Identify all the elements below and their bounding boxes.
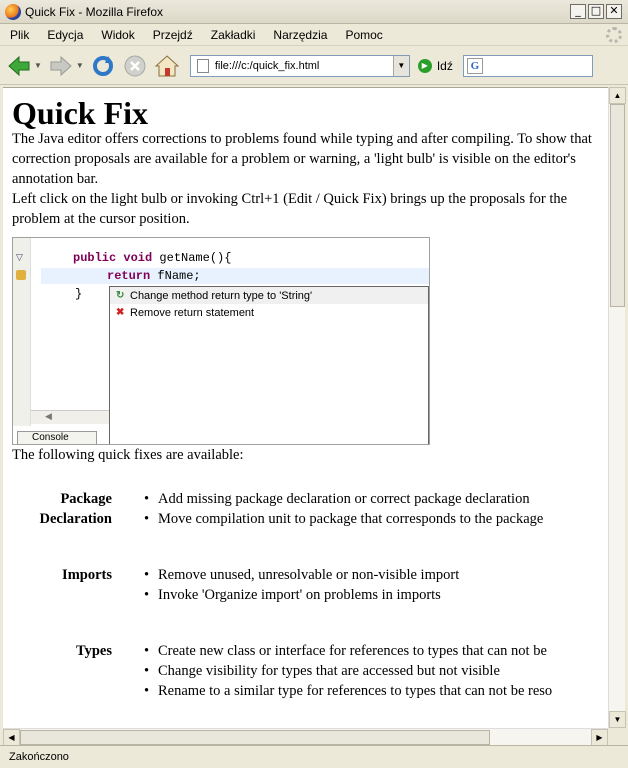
quick-fix-popup [109, 286, 429, 445]
menu-file[interactable]: Plik [10, 27, 30, 42]
reload-icon [91, 54, 115, 78]
back-dropdown-icon[interactable]: ▼ [34, 61, 42, 70]
fix-row-package [12, 489, 608, 529]
horizontal-scrollbar[interactable] [3, 728, 608, 745]
collapse-icon: ▽ [16, 252, 23, 262]
home-button[interactable] [154, 53, 180, 79]
search-bar[interactable] [463, 55, 593, 77]
back-button[interactable] [6, 53, 32, 79]
status-bar [0, 745, 628, 768]
fix-category: Imports [62, 567, 112, 583]
code-line-3: } [75, 287, 83, 301]
intro-paragraph-1: The Java editor offers corrections to problems found while typing and after compiling. To show that correction proposals are available for a problem or warning, a 'light bulb' is visible on the editor's annotation bar. [12, 131, 592, 187]
scroll-left-icon[interactable]: ◀ [3, 729, 20, 746]
menu-edit[interactable]: Edycja [47, 27, 84, 42]
fix-category: Types [76, 643, 112, 659]
fix-list [142, 489, 543, 529]
title-bar [0, 0, 628, 24]
change-icon: ↻ [116, 290, 125, 301]
go-button[interactable] [418, 59, 453, 73]
window-title: Quick Fix - Mozilla Firefox [25, 4, 164, 19]
go-label: Idź [436, 58, 453, 73]
fix-row-types [12, 641, 608, 701]
close-button[interactable]: ✕ [606, 4, 622, 19]
fix-item: • Invoke 'Organize import' on problems in imports [142, 585, 459, 605]
status-text: Zakończono [9, 751, 69, 763]
quick-fix-screenshot [12, 237, 430, 445]
maximize-button[interactable]: □ [588, 4, 604, 19]
horizontal-scroll-thumb[interactable] [20, 730, 490, 745]
navigation-toolbar [0, 47, 628, 85]
fix-item: • Move compilation unit to package that corresponds to the package [142, 509, 543, 529]
firefox-icon [5, 4, 21, 20]
url-bar[interactable] [190, 55, 410, 77]
fix-item: • Remove unused, unresolvable or non-visible import [142, 565, 459, 585]
fix-item: • Add missing package declaration or correct package declaration [142, 489, 543, 509]
go-arrow-icon: ▶ [418, 59, 432, 73]
menu-view[interactable]: Widok [101, 27, 135, 42]
intro-paragraph-2: Left click on the light bulb or invoking Ctrl+1 (Edit / Quick Fix) brings up the proposals for the problem at the cursor position. [12, 191, 568, 227]
minimize-button[interactable]: _ [570, 4, 586, 19]
vertical-scroll-thumb[interactable] [610, 104, 625, 307]
scroll-up-icon[interactable]: ▲ [609, 87, 626, 104]
stop-button[interactable] [122, 53, 148, 79]
code-line-1: public void getName(){ [73, 251, 232, 265]
vertical-scrollbar[interactable] [608, 87, 625, 728]
proposal-remove-return[interactable]: ✖ Remove return statement [116, 306, 255, 319]
page-icon [197, 59, 209, 73]
fix-item: • Create new class or interface for references to types that can not be [142, 641, 552, 661]
forward-button[interactable] [48, 53, 74, 79]
menu-help[interactable]: Pomoc [345, 27, 383, 42]
page-content [12, 88, 608, 701]
forward-dropdown-icon[interactable]: ▼ [75, 61, 84, 70]
back-arrow-icon [7, 54, 31, 78]
fixes-table [12, 489, 608, 701]
fix-list [142, 641, 552, 701]
fix-item: • Change visibility for types that are accessed but not visible [142, 661, 552, 681]
code-line-2: return fName; [107, 269, 201, 283]
menu-bookmarks[interactable]: Zakładki [210, 27, 256, 42]
content-viewport [3, 87, 608, 728]
fix-list [142, 565, 459, 605]
annotation-bar [13, 238, 31, 426]
page-title: Quick Fix [12, 95, 149, 131]
url-input[interactable]: file:///c:/quick_fix.html [214, 59, 320, 72]
throbber-icon [606, 27, 622, 43]
editor-scrollbar: ◀ [31, 410, 109, 424]
menu-bar [0, 24, 628, 46]
forward-arrow-icon [49, 54, 73, 78]
delete-icon: ✖ [116, 307, 125, 318]
url-dropdown-icon[interactable]: ▼ [393, 56, 409, 76]
google-icon[interactable]: G [467, 58, 483, 74]
menu-go[interactable]: Przejdź [152, 27, 193, 42]
console-tab: Console [17, 431, 97, 445]
scroll-down-icon[interactable]: ▼ [609, 711, 626, 728]
stop-icon [123, 54, 147, 78]
proposal-change-return-type[interactable]: ↻ Change method return type to 'String' [110, 287, 428, 304]
light-bulb-icon [16, 270, 26, 280]
current-line-highlight [41, 268, 429, 284]
fix-category: Package Declaration [39, 491, 112, 527]
home-icon [155, 54, 179, 78]
fix-row-imports [12, 565, 608, 605]
scroll-right-icon[interactable]: ▶ [591, 729, 608, 746]
reload-button[interactable] [90, 53, 116, 79]
menu-tools[interactable]: Narzędzia [273, 27, 328, 42]
fix-item: • Rename to a similar type for references to types that can not be reso [142, 681, 552, 701]
fixes-intro: The following quick fixes are available: [12, 447, 244, 463]
